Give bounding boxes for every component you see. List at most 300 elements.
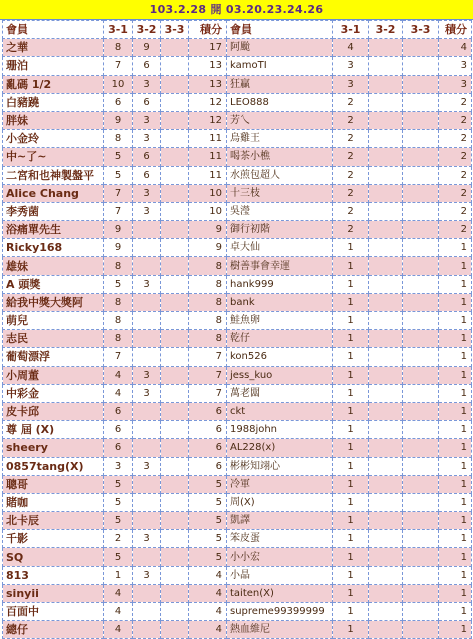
score-3-3-cell bbox=[161, 530, 189, 548]
score-3-3-cell bbox=[161, 239, 189, 257]
points-cell: 11 bbox=[189, 166, 227, 184]
table-row bbox=[3, 548, 472, 566]
member-name-cell: 尊 屆 (X) bbox=[3, 421, 104, 439]
score-3-1-cell: 1 bbox=[333, 330, 369, 348]
table-row bbox=[3, 111, 472, 129]
score-3-2-cell: 6 bbox=[133, 57, 161, 75]
member-name-cell: kamoTI bbox=[227, 57, 333, 75]
score-3-3-cell bbox=[403, 312, 439, 330]
member-name-cell: 李秀菌 bbox=[3, 202, 104, 220]
points-cell: 5 bbox=[189, 475, 227, 493]
member-name-cell: 百面中 bbox=[3, 603, 104, 621]
points-cell: 9 bbox=[189, 221, 227, 239]
score-3-2-cell bbox=[369, 184, 403, 202]
points-cell: 1 bbox=[439, 475, 472, 493]
member-name-cell: bank bbox=[227, 293, 333, 311]
points-cell: 1 bbox=[439, 275, 472, 293]
score-3-1-cell: 1 bbox=[333, 239, 369, 257]
score-3-1-cell: 1 bbox=[333, 603, 369, 621]
points-cell: 10 bbox=[189, 202, 227, 220]
score-3-1-cell: 2 bbox=[333, 111, 369, 129]
score-3-1-cell: 4 bbox=[104, 384, 133, 402]
table-row bbox=[3, 402, 472, 420]
score-3-2-cell bbox=[369, 39, 403, 57]
points-cell: 8 bbox=[189, 330, 227, 348]
score-3-3-cell bbox=[161, 402, 189, 420]
member-name-cell: 胖妹 bbox=[3, 111, 104, 129]
score-3-2-cell bbox=[369, 239, 403, 257]
score-3-1-cell: 2 bbox=[333, 166, 369, 184]
score-3-1-cell: 2 bbox=[104, 530, 133, 548]
points-cell: 1 bbox=[439, 421, 472, 439]
member-name-cell: 中彩金 bbox=[3, 384, 104, 402]
score-3-1-cell: 6 bbox=[104, 439, 133, 457]
score-3-1-cell: 1 bbox=[333, 293, 369, 311]
score-3-1-cell: 4 bbox=[333, 39, 369, 57]
points-cell: 1 bbox=[439, 330, 472, 348]
score-3-2-cell bbox=[133, 439, 161, 457]
member-name-cell: SQ bbox=[3, 548, 104, 566]
score-3-1-cell: 2 bbox=[333, 93, 369, 111]
member-name-cell: 鮭魚卵 bbox=[227, 312, 333, 330]
score-3-3-cell bbox=[403, 184, 439, 202]
score-3-3-cell bbox=[161, 475, 189, 493]
table-row bbox=[3, 39, 472, 57]
score-3-1-cell: 1 bbox=[333, 421, 369, 439]
points-cell: 8 bbox=[189, 275, 227, 293]
score-3-3-cell bbox=[403, 621, 439, 639]
score-3-2-cell bbox=[133, 312, 161, 330]
member-name-cell: 葡萄漂浮 bbox=[3, 348, 104, 366]
member-name-cell: 珊泊 bbox=[3, 57, 104, 75]
points-cell: 2 bbox=[439, 148, 472, 166]
member-name-cell: 烏雞王 bbox=[227, 130, 333, 148]
points-cell: 3 bbox=[439, 57, 472, 75]
table-row bbox=[3, 621, 472, 639]
score-3-2-cell bbox=[369, 439, 403, 457]
column-header: 3-3 bbox=[403, 21, 439, 39]
score-3-3-cell bbox=[161, 457, 189, 475]
score-3-2-cell bbox=[369, 57, 403, 75]
member-name-cell: 乾仔 bbox=[227, 330, 333, 348]
score-3-1-cell: 1 bbox=[333, 348, 369, 366]
score-3-2-cell bbox=[369, 493, 403, 511]
score-3-2-cell bbox=[133, 257, 161, 275]
score-3-3-cell bbox=[403, 293, 439, 311]
header-row bbox=[3, 21, 472, 39]
score-3-1-cell: 4 bbox=[104, 584, 133, 602]
score-3-3-cell bbox=[161, 39, 189, 57]
member-name-cell: 亂碼 1/2 bbox=[3, 75, 104, 93]
score-3-1-cell: 5 bbox=[104, 275, 133, 293]
score-3-3-cell bbox=[403, 512, 439, 530]
points-cell: 4 bbox=[189, 584, 227, 602]
score-3-1-cell: 5 bbox=[104, 166, 133, 184]
score-3-3-cell bbox=[161, 184, 189, 202]
points-cell: 7 bbox=[189, 384, 227, 402]
member-name-cell: 浴痛單先生 bbox=[3, 221, 104, 239]
score-3-2-cell bbox=[369, 348, 403, 366]
score-3-2-cell bbox=[133, 512, 161, 530]
score-3-3-cell bbox=[403, 548, 439, 566]
member-name-cell: sinyii bbox=[3, 584, 104, 602]
score-3-3-cell bbox=[161, 130, 189, 148]
member-name-cell: 皮卡邱 bbox=[3, 402, 104, 420]
score-3-2-cell bbox=[369, 621, 403, 639]
score-3-2-cell bbox=[133, 402, 161, 420]
score-3-2-cell bbox=[369, 257, 403, 275]
score-3-1-cell: 1 bbox=[333, 312, 369, 330]
points-cell: 1 bbox=[439, 512, 472, 530]
points-cell: 2 bbox=[439, 221, 472, 239]
score-3-3-cell bbox=[161, 330, 189, 348]
member-name-cell: 阿颱 bbox=[227, 39, 333, 57]
score-3-1-cell: 5 bbox=[104, 512, 133, 530]
member-name-cell: 萬老闆 bbox=[227, 384, 333, 402]
score-3-1-cell: 8 bbox=[104, 39, 133, 57]
member-name-cell: AL228(x) bbox=[227, 439, 333, 457]
score-3-1-cell: 6 bbox=[104, 402, 133, 420]
member-name-cell: 萌兒 bbox=[3, 312, 104, 330]
member-name-cell: 小周董 bbox=[3, 366, 104, 384]
table-row bbox=[3, 366, 472, 384]
table-row bbox=[3, 312, 472, 330]
member-name-cell: 周(X) bbox=[227, 493, 333, 511]
score-3-2-cell: 3 bbox=[133, 384, 161, 402]
score-3-2-cell bbox=[369, 148, 403, 166]
points-cell: 13 bbox=[189, 75, 227, 93]
score-3-1-cell: 5 bbox=[104, 148, 133, 166]
score-3-3-cell bbox=[403, 93, 439, 111]
score-3-3-cell bbox=[403, 202, 439, 220]
points-cell: 6 bbox=[189, 421, 227, 439]
score-3-2-cell: 3 bbox=[133, 366, 161, 384]
member-name-cell: 賭咖 bbox=[3, 493, 104, 511]
member-name-cell: LEO888 bbox=[227, 93, 333, 111]
table-row bbox=[3, 202, 472, 220]
table-row bbox=[3, 257, 472, 275]
score-3-1-cell: 4 bbox=[104, 366, 133, 384]
score-3-1-cell: 1 bbox=[333, 439, 369, 457]
score-3-1-cell: 3 bbox=[104, 457, 133, 475]
member-name-cell: 北卡辰 bbox=[3, 512, 104, 530]
score-3-1-cell: 1 bbox=[333, 275, 369, 293]
member-name-cell: 雄妹 bbox=[3, 257, 104, 275]
score-3-3-cell bbox=[403, 530, 439, 548]
score-3-3-cell bbox=[403, 257, 439, 275]
score-3-3-cell bbox=[161, 421, 189, 439]
score-3-3-cell bbox=[161, 148, 189, 166]
member-name-cell: 水煎包超人 bbox=[227, 166, 333, 184]
points-cell: 11 bbox=[189, 148, 227, 166]
points-cell: 2 bbox=[439, 166, 472, 184]
score-3-3-cell bbox=[161, 293, 189, 311]
points-cell: 3 bbox=[439, 75, 472, 93]
points-cell: 1 bbox=[439, 239, 472, 257]
score-3-3-cell bbox=[161, 493, 189, 511]
score-3-3-cell bbox=[161, 166, 189, 184]
score-3-1-cell: 5 bbox=[104, 493, 133, 511]
score-3-2-cell: 3 bbox=[133, 566, 161, 584]
member-name-cell: 小晶 bbox=[227, 566, 333, 584]
score-3-2-cell bbox=[369, 275, 403, 293]
score-3-3-cell bbox=[403, 275, 439, 293]
table-row bbox=[3, 384, 472, 402]
points-cell: 1 bbox=[439, 384, 472, 402]
points-cell: 1 bbox=[439, 257, 472, 275]
score-3-2-cell: 6 bbox=[133, 93, 161, 111]
score-3-3-cell bbox=[161, 566, 189, 584]
score-3-2-cell: 3 bbox=[133, 275, 161, 293]
member-name-cell: hank999 bbox=[227, 275, 333, 293]
points-cell: 1 bbox=[439, 621, 472, 639]
points-cell: 5 bbox=[189, 493, 227, 511]
table-row bbox=[3, 75, 472, 93]
score-3-3-cell bbox=[161, 75, 189, 93]
member-name-cell: 喝茶小樵 bbox=[227, 148, 333, 166]
member-name-cell: 彬彬知翊心 bbox=[227, 457, 333, 475]
score-3-2-cell bbox=[369, 457, 403, 475]
points-cell: 5 bbox=[189, 512, 227, 530]
member-name-cell: Alice Chang bbox=[3, 184, 104, 202]
table-row bbox=[3, 457, 472, 475]
points-cell: 12 bbox=[189, 111, 227, 129]
column-header: 3-3 bbox=[161, 21, 189, 39]
points-cell: 2 bbox=[439, 184, 472, 202]
member-name-cell: taiten(X) bbox=[227, 584, 333, 602]
score-3-1-cell: 6 bbox=[104, 421, 133, 439]
column-header: 會員 bbox=[227, 21, 333, 39]
column-header: 3-2 bbox=[133, 21, 161, 39]
score-3-3-cell bbox=[403, 384, 439, 402]
score-3-3-cell bbox=[403, 439, 439, 457]
score-3-3-cell bbox=[403, 566, 439, 584]
table-row bbox=[3, 603, 472, 621]
member-name-cell: A 頭獎 bbox=[3, 275, 104, 293]
table-row bbox=[3, 221, 472, 239]
table-row bbox=[3, 184, 472, 202]
score-3-2-cell: 3 bbox=[133, 111, 161, 129]
score-3-1-cell: 2 bbox=[333, 184, 369, 202]
points-cell: 1 bbox=[439, 293, 472, 311]
score-3-3-cell bbox=[403, 330, 439, 348]
score-3-1-cell: 1 bbox=[333, 402, 369, 420]
points-cell: 2 bbox=[439, 93, 472, 111]
points-cell: 4 bbox=[439, 39, 472, 57]
score-3-1-cell: 5 bbox=[104, 475, 133, 493]
points-cell: 1 bbox=[439, 312, 472, 330]
score-3-3-cell bbox=[403, 148, 439, 166]
score-3-1-cell: 1 bbox=[333, 621, 369, 639]
points-cell: 1 bbox=[439, 530, 472, 548]
score-3-3-cell bbox=[161, 548, 189, 566]
column-header: 3-1 bbox=[104, 21, 133, 39]
score-3-3-cell bbox=[403, 603, 439, 621]
score-3-1-cell: 1 bbox=[333, 384, 369, 402]
score-3-3-cell bbox=[161, 202, 189, 220]
table-row bbox=[3, 421, 472, 439]
score-3-2-cell bbox=[133, 621, 161, 639]
score-3-3-cell bbox=[403, 366, 439, 384]
score-3-3-cell bbox=[403, 39, 439, 57]
score-3-1-cell: 9 bbox=[104, 111, 133, 129]
member-name-cell: jess_kuo bbox=[227, 366, 333, 384]
points-cell: 1 bbox=[439, 566, 472, 584]
points-cell: 9 bbox=[189, 239, 227, 257]
member-name-cell: 志民 bbox=[3, 330, 104, 348]
score-3-2-cell bbox=[369, 421, 403, 439]
table-row bbox=[3, 512, 472, 530]
table-row bbox=[3, 475, 472, 493]
table-row bbox=[3, 166, 472, 184]
score-3-3-cell bbox=[161, 439, 189, 457]
table-row bbox=[3, 293, 472, 311]
member-name-cell: 中~了~ bbox=[3, 148, 104, 166]
points-cell: 1 bbox=[439, 603, 472, 621]
member-name-cell: 笨皮蛋 bbox=[227, 530, 333, 548]
column-header: 積分 bbox=[439, 21, 472, 39]
score-3-2-cell bbox=[133, 221, 161, 239]
points-cell: 7 bbox=[189, 348, 227, 366]
score-3-3-cell bbox=[403, 111, 439, 129]
points-cell: 1 bbox=[439, 457, 472, 475]
score-3-1-cell: 3 bbox=[333, 75, 369, 93]
score-3-1-cell: 1 bbox=[333, 548, 369, 566]
points-cell: 6 bbox=[189, 439, 227, 457]
score-3-2-cell bbox=[133, 603, 161, 621]
points-cell: 1 bbox=[439, 366, 472, 384]
member-name-cell: 小金玲 bbox=[3, 130, 104, 148]
points-cell: 8 bbox=[189, 312, 227, 330]
score-3-1-cell: 1 bbox=[333, 457, 369, 475]
score-3-1-cell: 2 bbox=[333, 130, 369, 148]
score-table bbox=[2, 20, 472, 639]
member-name-cell: 小小宏 bbox=[227, 548, 333, 566]
score-3-2-cell: 3 bbox=[133, 130, 161, 148]
table-row bbox=[3, 275, 472, 293]
score-3-3-cell bbox=[161, 221, 189, 239]
score-3-2-cell bbox=[369, 293, 403, 311]
score-3-3-cell bbox=[161, 111, 189, 129]
points-cell: 2 bbox=[439, 130, 472, 148]
score-3-3-cell bbox=[403, 493, 439, 511]
score-3-1-cell: 9 bbox=[104, 239, 133, 257]
score-3-1-cell: 1 bbox=[104, 566, 133, 584]
member-name-cell: 總仔 bbox=[3, 621, 104, 639]
score-3-2-cell: 3 bbox=[133, 202, 161, 220]
score-3-2-cell bbox=[369, 202, 403, 220]
score-3-2-cell bbox=[133, 421, 161, 439]
member-name-cell: 白豬蹺 bbox=[3, 93, 104, 111]
score-3-3-cell bbox=[161, 384, 189, 402]
score-3-2-cell bbox=[133, 330, 161, 348]
score-3-1-cell: 8 bbox=[104, 330, 133, 348]
member-name-cell: 吳瀅 bbox=[227, 202, 333, 220]
score-3-2-cell bbox=[133, 293, 161, 311]
member-name-cell: 樹善事會幸運 bbox=[227, 257, 333, 275]
score-3-2-cell bbox=[133, 239, 161, 257]
score-3-2-cell bbox=[369, 566, 403, 584]
score-3-2-cell: 3 bbox=[133, 184, 161, 202]
score-3-2-cell: 6 bbox=[133, 166, 161, 184]
score-3-2-cell bbox=[369, 475, 403, 493]
score-3-3-cell bbox=[403, 166, 439, 184]
points-cell: 8 bbox=[189, 257, 227, 275]
score-3-1-cell: 5 bbox=[104, 548, 133, 566]
column-header: 積分 bbox=[189, 21, 227, 39]
score-3-2-cell bbox=[369, 603, 403, 621]
score-3-1-cell: 8 bbox=[104, 257, 133, 275]
score-3-3-cell bbox=[403, 239, 439, 257]
member-name-cell: kon526 bbox=[227, 348, 333, 366]
table-row bbox=[3, 566, 472, 584]
table-row bbox=[3, 148, 472, 166]
score-3-1-cell: 2 bbox=[333, 221, 369, 239]
column-header: 會員 bbox=[3, 21, 104, 39]
points-cell: 5 bbox=[189, 548, 227, 566]
member-name-cell: Ricky168 bbox=[3, 239, 104, 257]
score-3-3-cell bbox=[161, 603, 189, 621]
points-cell: 1 bbox=[439, 439, 472, 457]
points-cell: 4 bbox=[189, 621, 227, 639]
score-3-3-cell bbox=[161, 275, 189, 293]
member-name-cell: 聰哥 bbox=[3, 475, 104, 493]
column-header: 3-1 bbox=[333, 21, 369, 39]
member-name-cell: 芳乀 bbox=[227, 111, 333, 129]
points-cell: 12 bbox=[189, 93, 227, 111]
score-3-2-cell: 3 bbox=[133, 75, 161, 93]
score-3-1-cell: 7 bbox=[104, 184, 133, 202]
score-3-2-cell bbox=[369, 402, 403, 420]
score-3-2-cell bbox=[133, 348, 161, 366]
points-cell: 2 bbox=[439, 202, 472, 220]
member-name-cell: 冷軍 bbox=[227, 475, 333, 493]
member-name-cell: sheery bbox=[3, 439, 104, 457]
member-name-cell: 給我中獎大獎阿 bbox=[3, 293, 104, 311]
score-3-2-cell bbox=[369, 75, 403, 93]
points-cell: 1 bbox=[439, 584, 472, 602]
score-3-3-cell bbox=[403, 130, 439, 148]
score-3-3-cell bbox=[403, 457, 439, 475]
points-cell: 17 bbox=[189, 39, 227, 57]
points-cell: 1 bbox=[439, 548, 472, 566]
member-name-cell: 狂贏 bbox=[227, 75, 333, 93]
member-name-cell: 熱血維尼 bbox=[227, 621, 333, 639]
score-3-3-cell bbox=[403, 348, 439, 366]
member-name-cell: 千影 bbox=[3, 530, 104, 548]
column-header: 3-2 bbox=[369, 21, 403, 39]
member-name-cell: ckt bbox=[227, 402, 333, 420]
score-3-1-cell: 1 bbox=[333, 512, 369, 530]
score-3-2-cell bbox=[369, 366, 403, 384]
score-3-1-cell: 1 bbox=[333, 366, 369, 384]
score-3-3-cell bbox=[161, 257, 189, 275]
points-cell: 1 bbox=[439, 402, 472, 420]
score-3-1-cell: 4 bbox=[104, 603, 133, 621]
score-3-2-cell bbox=[133, 493, 161, 511]
score-3-2-cell bbox=[133, 548, 161, 566]
score-3-2-cell bbox=[369, 93, 403, 111]
score-3-3-cell bbox=[403, 475, 439, 493]
table-row bbox=[3, 439, 472, 457]
points-cell: 6 bbox=[189, 457, 227, 475]
score-3-2-cell bbox=[369, 512, 403, 530]
score-3-1-cell: 8 bbox=[104, 312, 133, 330]
score-3-1-cell: 7 bbox=[104, 202, 133, 220]
score-3-1-cell: 9 bbox=[104, 221, 133, 239]
points-cell: 11 bbox=[189, 130, 227, 148]
member-name-cell: 813 bbox=[3, 566, 104, 584]
